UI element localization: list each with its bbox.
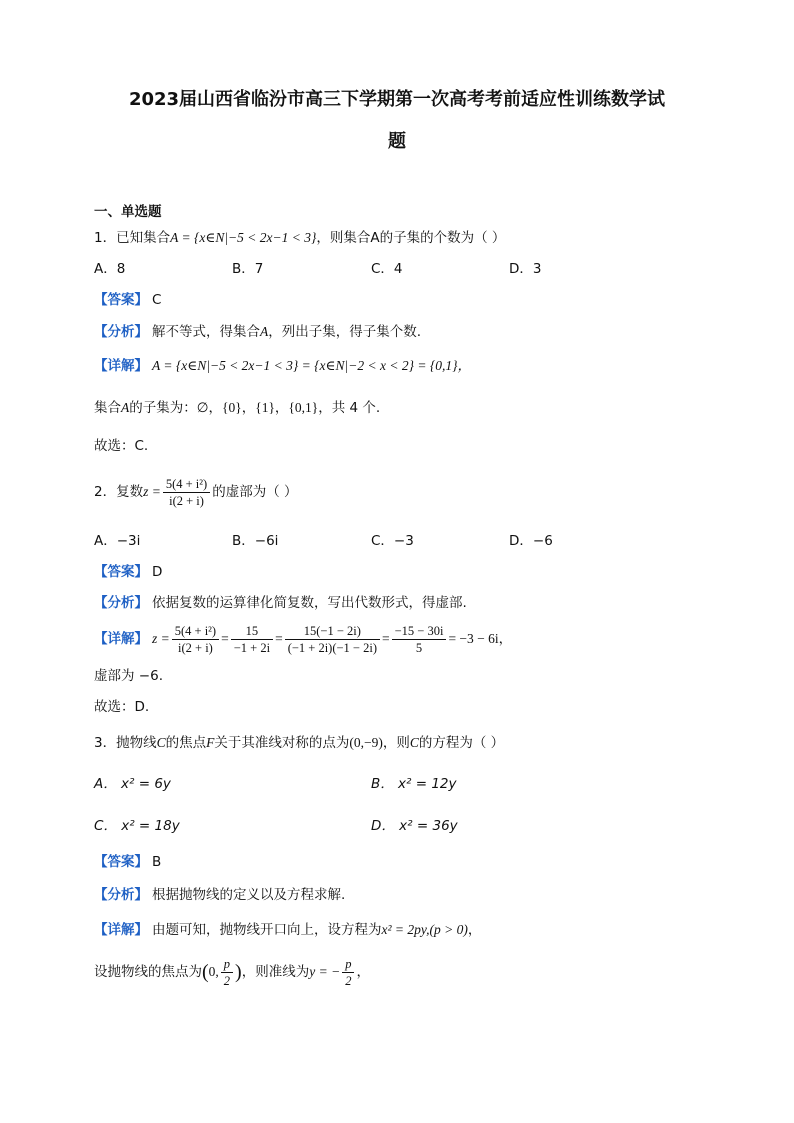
- answer-tag: 【答案】: [94, 564, 148, 580]
- q1-prefix: 1．已知集合: [94, 230, 171, 246]
- q3-detail-eq: x² = 2py,(p > 0): [381, 922, 468, 937]
- q3-directrix-mid: ，则准线为: [241, 964, 310, 980]
- q2-stem: [94, 474, 298, 510]
- q2-analysis-text: 依据复数的运算律化简复数，写出代数形式，得虚部.: [152, 595, 467, 611]
- q3-analysis-text: 根据抛物线的定义以及方程求解.: [152, 887, 346, 903]
- q3-focus-den: 2: [223, 973, 231, 988]
- q3-option-c: C． x² = 18y: [94, 818, 180, 834]
- analysis-tag: 【分析】: [94, 324, 148, 340]
- q1-analysis-tail: ，列出子集，得子集个数.: [268, 324, 422, 340]
- q3-directrix-num: p: [342, 956, 354, 973]
- detail-tag: 【详解】: [94, 358, 148, 374]
- q3-var-f: F: [206, 735, 215, 750]
- q1-analysis: [94, 322, 421, 342]
- q1-option-c: C．4: [371, 261, 403, 277]
- q3-detail: [94, 920, 481, 940]
- q2-detail-fraction-3: [285, 623, 380, 656]
- q2-detail-f1-den: i(2 + i): [178, 640, 213, 655]
- q3-point: (0,−9): [349, 735, 383, 750]
- q2-detail-fraction-2: [231, 623, 273, 656]
- q1-subsets-mid: 的子集为：: [129, 400, 197, 416]
- q2-detail-lhs: z =: [152, 631, 170, 646]
- q1-subsets: [94, 398, 380, 418]
- q3-text-5: 的方程为（ ）: [418, 735, 505, 751]
- q2-detail-f4-num: −15 − 30i: [392, 623, 447, 640]
- q2-detail-f2-num: 15: [231, 623, 273, 640]
- q3-focus-num: p: [221, 956, 233, 973]
- q2-detail-f3-num: 15(−1 − 2i): [285, 623, 380, 640]
- q2-answer-value: D: [152, 564, 163, 580]
- document-title-line-1: 2023届山西省临汾市高三下学期第一次高考考前适应性训练数学试: [128, 89, 666, 110]
- q2-choose: 故选：D.: [94, 699, 150, 715]
- q1-set: A = {x∈N|−5 < 2x−1 < 3}: [170, 230, 317, 245]
- q3-answer-value: B: [152, 854, 162, 870]
- q3-option-d: D． x² = 36y: [371, 818, 458, 834]
- q1-analysis-text: 解不等式，得集合: [152, 324, 260, 340]
- q3-directrix-fraction: [342, 956, 354, 989]
- q1-subsets-prefix: 集合: [94, 400, 121, 416]
- q3-option-a: A． x² = 6y: [94, 776, 171, 792]
- q3-directrix-lhs: y = −: [309, 964, 341, 979]
- q1-detail-math: A = {x∈N|−5 < 2x−1 < 3} = {x∈N|−2 < x < 2} = {0,1}，: [152, 358, 472, 373]
- q2-analysis: [94, 593, 467, 613]
- q3-focus-zero: 0,: [208, 964, 219, 979]
- section-heading: 一、单选题: [94, 204, 162, 220]
- q2-answer: [94, 562, 162, 582]
- answer-tag: 【答案】: [94, 854, 148, 870]
- q2-numerator: 5(4 + i²): [163, 476, 210, 493]
- q2-detail-f2-den: −1 + 2i: [233, 640, 271, 655]
- analysis-tag: 【分析】: [94, 887, 148, 903]
- q1-option-a: A．8: [94, 261, 126, 277]
- q2-option-a: A．−3i: [94, 533, 141, 549]
- q2-detail-fraction-4: [392, 623, 447, 656]
- q1-option-b: B．7: [232, 261, 264, 277]
- q2-denominator: i(2 + i): [169, 493, 204, 508]
- q1-stem: [94, 228, 505, 248]
- q2-detail-fraction-1: [172, 623, 219, 656]
- q1-answer: [94, 290, 161, 310]
- document-title-line-2: 题: [388, 131, 406, 152]
- q3-analysis: [94, 885, 345, 905]
- q3-answer: [94, 852, 161, 872]
- q3-focus-close: ): [235, 961, 242, 983]
- detail-tag: 【详解】: [94, 631, 148, 647]
- q2-detail-f4-den: 5: [415, 640, 423, 655]
- q3-text-2: 的焦点: [165, 735, 207, 751]
- q2-imaginary-part: 虚部为 −6.: [94, 668, 163, 684]
- q3-var-c: C: [156, 735, 166, 750]
- q1-analysis-var: A: [260, 324, 269, 339]
- q2-lhs: z =: [143, 484, 161, 499]
- q3-focus-fraction: [221, 956, 233, 989]
- q3-text-3: 关于其准线对称的点为: [214, 735, 350, 751]
- q3-detail-text: 由题可知，抛物线开口向上，设方程为: [152, 922, 382, 938]
- q1-subsets-var: A: [121, 400, 130, 415]
- q3-focus-line: [94, 952, 370, 992]
- q1-choose: 故选：C.: [94, 438, 149, 454]
- answer-tag: 【答案】: [94, 292, 148, 308]
- q1-subsets-list: ∅，{0}，{1}，{0,1}: [196, 400, 319, 415]
- q3-text-1: 3．抛物线: [94, 735, 157, 751]
- q3-var-c-2: C: [409, 735, 419, 750]
- q3-directrix-tail: ，: [356, 964, 370, 980]
- detail-tag: 【详解】: [94, 922, 148, 938]
- q3-text-4: ，则: [382, 735, 410, 751]
- q3-focus-prefix: 设抛物线的焦点为: [94, 964, 202, 980]
- q1-suffix: ，则集合A的子集的个数为（ ）: [316, 230, 506, 246]
- q3-focus-open: (: [202, 961, 209, 983]
- q1-subsets-tail: ，共 4 个.: [318, 400, 381, 416]
- q2-detail: 【详解】 z = $\frac{\text{5(4 + i²)}}{i(2 + i)}$ = $\frac{15}{-1 + 2i}$ = $\frac{15(-1 - 2i)}{(-1 + 2i)(-1 - 2i)}$ = $\frac{-15 - 30i}{5}$ = −3 − 6i，: [94, 623, 513, 655]
- analysis-tag: 【分析】: [94, 595, 148, 611]
- q1-answer-value: C: [152, 292, 162, 308]
- q2-option-d: D．−6: [509, 533, 553, 549]
- q3-stem: [94, 733, 504, 753]
- q3-detail-tail: ，: [467, 922, 482, 938]
- q2-prefix: 2．复数: [94, 484, 144, 500]
- q2-suffix: 的虚部为（ ）: [212, 484, 298, 500]
- q2-fraction: [163, 476, 210, 509]
- q2-option-b: B．−6i: [232, 533, 279, 549]
- q1-detail: [94, 356, 471, 376]
- q1-option-d: D．3: [509, 261, 542, 277]
- q2-detail-f3-den: (−1 + 2i)(−1 − 2i): [287, 640, 377, 655]
- q3-option-b: B． x² = 12y: [371, 776, 457, 792]
- q2-detail-f1-num: 5(4 + i²): [172, 623, 219, 640]
- q3-directrix-den: 2: [345, 973, 352, 988]
- q2-option-c: C．−3: [371, 533, 414, 549]
- q2-detail-result: = −3 − 6i，: [448, 631, 513, 646]
